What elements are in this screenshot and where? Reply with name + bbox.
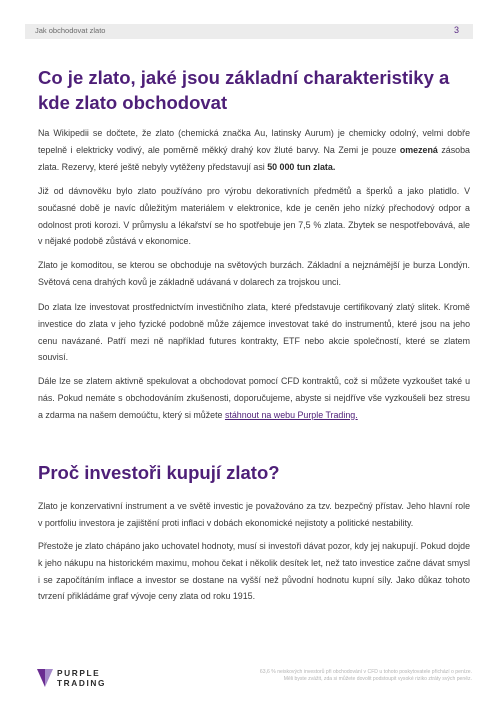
paragraph-investment: Do zlata lze investovat prostřednictvím investičního zlata, které představuje certifikovaný zlatý slitek. Kromě investice do zlata v jeho fyzické podobně může zájemce investovat také do instrumentů, které jsou na jeho cenu navázané. Patří mezi ně například futures kontrakty, ETF nebo akcie společností, které se zlatem souvisí. bbox=[38, 302, 470, 363]
risk-disclaimer bbox=[252, 669, 472, 683]
section-heading-why-invest: Proč investoři kupují zlato? bbox=[38, 462, 280, 483]
paragraph-value-storage: Přestože je zlato chápáno jako uchovatel hodnoty, musí si investoři dávat pozor, kdy jej nakupují. Pokud dojde k jeho nákupu na historickém maximu, mohou čekat i několik desítek let, než tato investice začne dávat smysl i se započítáním inflace a investor se dostane na vyšší než původní hodnotu kupní síly. Jako důkaz tohoto tvrzení přikládáme graf vývoje ceny zlata od roku 1915. bbox=[38, 541, 471, 602]
header-title: Jak obchodovat zlato bbox=[35, 26, 106, 35]
paragraph-cfd bbox=[38, 373, 470, 423]
purple-trading-logo bbox=[37, 667, 147, 695]
section-heading-gold-basics: Co je zlato, jaké jsou základní charakteristiky a kde zlato obchodovat bbox=[38, 67, 450, 113]
logo-wordmark bbox=[57, 668, 106, 688]
paragraph-commodity: Zlato je komoditou, se kterou se obchoduje na světových burzách. Základní a nejznámější je burza Londýn. Světová cena drahých kovů je základně udávaná v dolarech za trojskou unci. bbox=[38, 260, 470, 287]
paragraph-text: zásoba zlata. Rezervy, které ještě nebyly vytěženy představují asi bbox=[38, 144, 470, 172]
purple-trading-logo-icon bbox=[37, 668, 54, 688]
paragraph-text: Dále lze se zlatem aktivně spekulovat a obchodovat pomocí CFD kontraktů, což si můžete vyzkoušet také u nás. Pokud nemáte s obchodováním zkušenosti, doporučujeme, abyste si nejdříve vše vyzkoušeli bez stresu a zdarma na našem demoúčtu, který si můžete bbox=[38, 376, 470, 420]
paragraph-text: Na Wikipedii se dočtete, že zlato (chemická značka Au, latinsky Aurum) je chemicky odolný, velmi dobře tepelně i elektricky vodivý, ale poměrně měkký drahý kov žluté barvy. Na Zemi je pouze bbox=[38, 128, 470, 155]
demo-account-link[interactable]: stáhnout na webu Purple Trading. bbox=[224, 409, 358, 420]
disclaimer-line: Měli byste zvážit, zda si můžete dovolit podstoupit vysoké riziko ztráty svých peněz. bbox=[283, 676, 472, 682]
paragraph-history: Již od dávnověku bylo zlato používáno pro výrobu dekorativních předmětů a šperků a jako platidlo. V současné době je navíc důležitým materiálem v elektronice, kde je ceněn jeho nízký přechodový odpor a odolnost proti korozi. V průmyslu a lékařství se ho spotřebuje jen 7,5 % zlata. Zbytek se nespotřebovává, ale v nějaké podobě zůstává v ekonomice. bbox=[38, 186, 470, 247]
bold-text: 50 000 tun zlata. bbox=[267, 161, 336, 172]
page-number: 3 bbox=[453, 25, 459, 35]
page-header bbox=[25, 24, 473, 39]
bold-text: omezená bbox=[399, 144, 438, 155]
logo-line-purple: PURPLE bbox=[57, 668, 101, 678]
disclaimer-line: 63,6 % neiskových investorů při obchodování v CFD u tohoto poskytovatele přichází o peníze. bbox=[259, 669, 472, 675]
paragraph-intro bbox=[38, 125, 470, 175]
logo-line-trading: TRADING bbox=[57, 678, 106, 688]
paragraph-safe-haven: Zlato je konzervativní instrument a ve světě investic je považováno za tzv. bezpečný přístav. Jeho hlavní role v portfoliu investora je zajištění proti inflaci v dobách ekonomické nejistoty a politické nestability. bbox=[38, 501, 470, 528]
